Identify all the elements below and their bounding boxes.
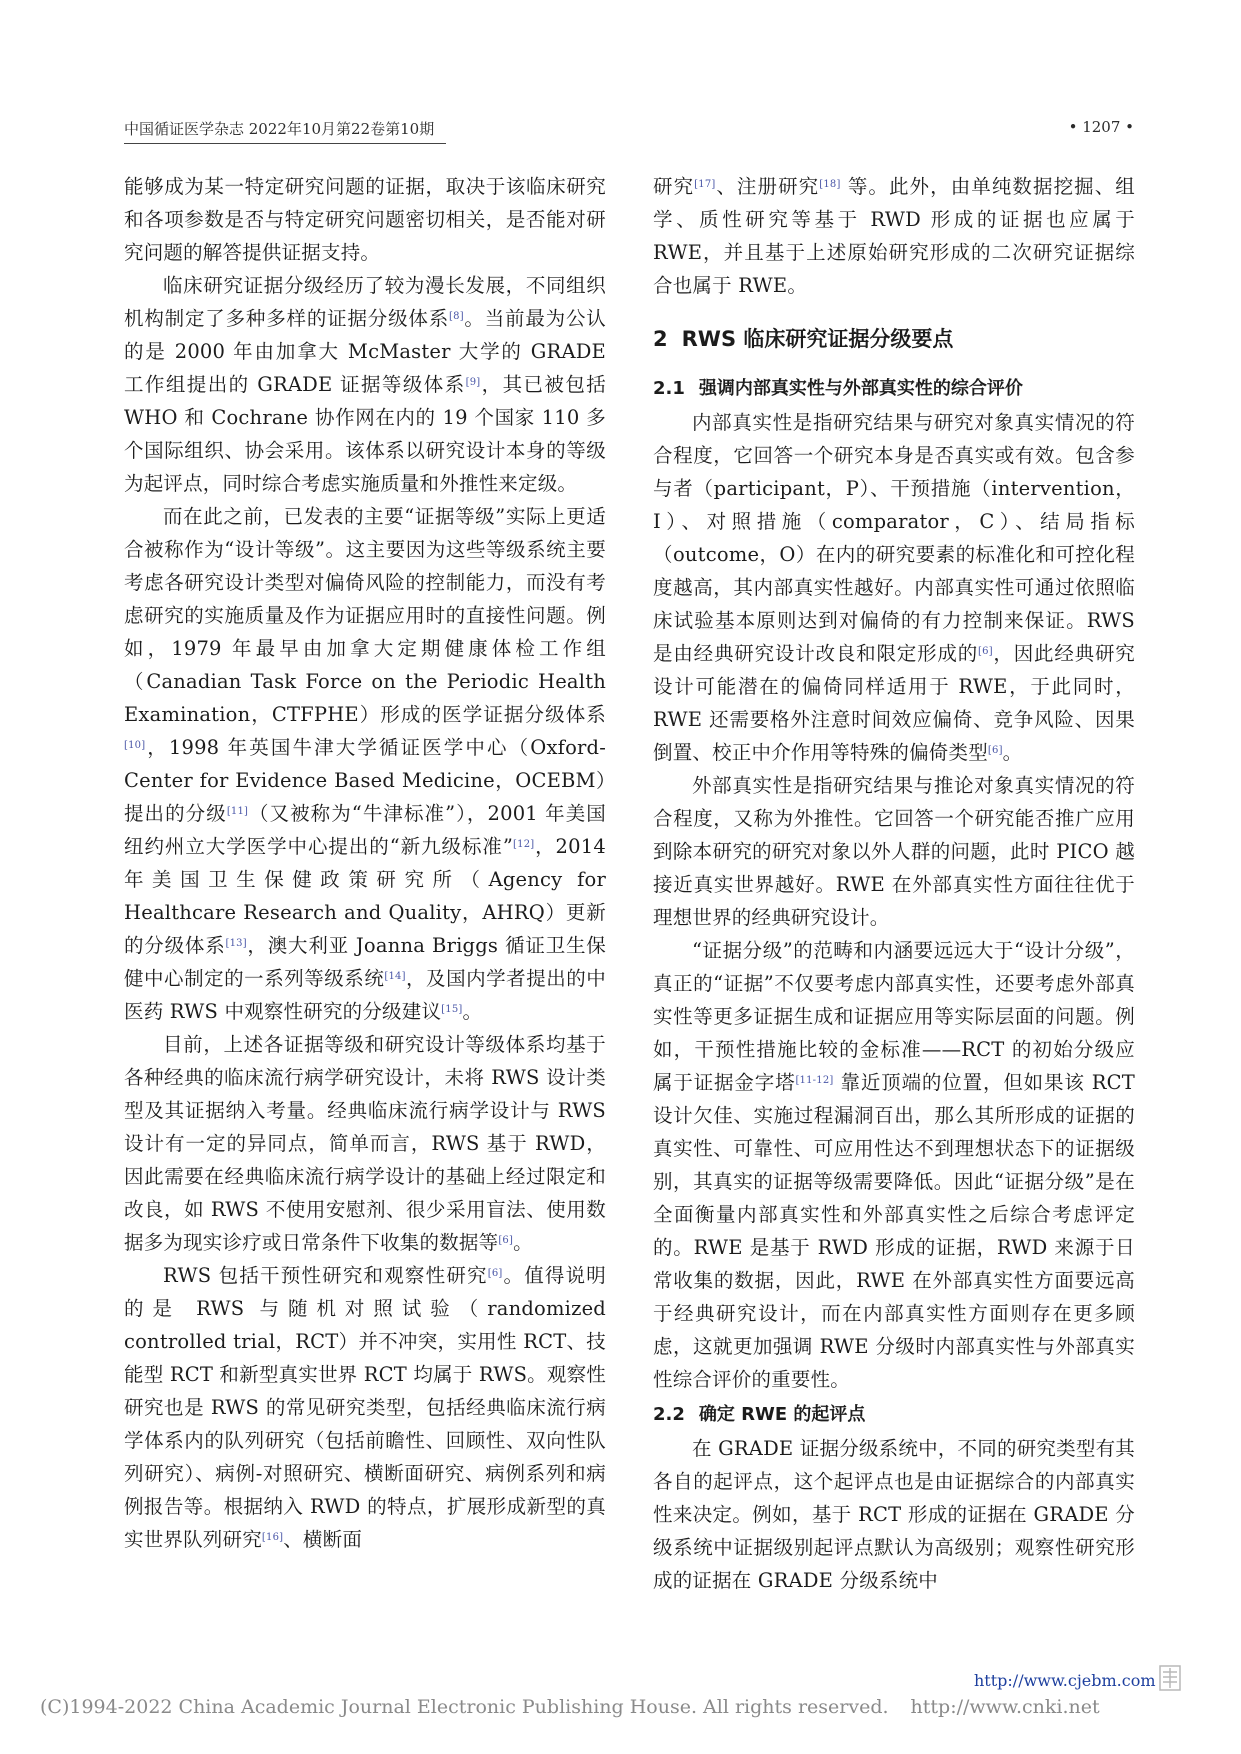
citation[interactable]: [11]: [226, 806, 249, 817]
page-number: • 1207 •: [1068, 118, 1134, 136]
citation[interactable]: [17]: [694, 179, 716, 190]
subsection-heading: 2.2 确定 RWE 的起评点: [653, 1404, 866, 1425]
citation[interactable]: [10]: [124, 740, 146, 751]
citation[interactable]: [15]: [441, 1004, 463, 1015]
citation[interactable]: [6]: [498, 1235, 514, 1246]
citation[interactable]: [6]: [487, 1268, 503, 1279]
paragraph: RWS 包括干预性研究和观察性研究[6]。值得说明的是 RWS 与随机对照试验（randomized controlled trial，RCT）并不冲突，实用性 RCT、技能型 RCT 和新型真实世界 RCT 均属于 RWS。观察性研究也是 RWS 的常见研究类型，包括经典临床流行病学体系内的队列研究（包括前瞻性、回顾性、双向性队列研究）、病例-对照研究、横断面研究、病例系列和病例报告等。根据纳入 RWD 的特点，扩展形成新型的真实世界队列研究[16]、横断面: [124, 1264, 606, 1551]
right-column: [653, 170, 1135, 1597]
paragraph: 在 GRADE 证据分级系统中，不同的研究类型有其各自的起评点，这个起评点也是由证据综合的内部真实性来决定。例如，基于 RCT 形成的证据在 GRADE 分级系统中证据级别起评点默认为高级别；观察性研究形成的证据在 GRADE 分级系统中: [653, 1437, 1135, 1592]
journal-logo-icon: [1158, 1664, 1182, 1692]
citation[interactable]: [6]: [978, 646, 993, 657]
journal-url-link[interactable]: http://www.cjebm.com: [974, 1671, 1156, 1690]
citation[interactable]: [16]: [261, 1532, 284, 1543]
paragraph: 目前，上述各证据等级和研究设计等级体系均基于各种经典的临床流行病学研究设计，未将 RWS 设计类型及其证据纳入考量。经典临床流行病学设计与 RWS 设计有一定的异同点，简单而言，RWS 基于 RWD，因此需要在经典临床流行病学设计的基础上经过限定和改良，如 RWS 不使用安慰剂、很少采用盲法、使用数据多为现实诊疗或日常条件下收集的数据等[6]。: [124, 1033, 606, 1254]
paragraph: 外部真实性是指研究结果与推论对象真实情况的符合程度，又称为外推性。它回答一个研究能否推广应用到除本研究的研究对象以外人群的问题，此时 PICO 越接近真实世界越好。RWE 在外部真实性方面往往优于理想世界的经典研究设计。: [653, 774, 1135, 929]
citation[interactable]: [18]: [819, 179, 841, 190]
citation[interactable]: [9]: [465, 377, 481, 388]
subsection-heading: 2.1 强调内部真实性与外部真实性的综合评价: [653, 378, 1023, 399]
paragraph: 能够成为某一特定研究问题的证据，取决于该临床研究和各项参数是否与特定研究问题密切相关，是否能对研究问题的解答提供证据支持。: [124, 175, 606, 264]
citation[interactable]: [14]: [384, 971, 406, 982]
paragraph: 临床研究证据分级经历了较为漫长发展，不同组织机构制定了多种多样的证据分级体系[8]。当前最为公认的是 2000 年由加拿大 McMaster 大学的 GRADE 工作组提出的 GRADE 证据等级体系[9]，其已被包括 WHO 和 Cochrane 协作网在内的 19 个国家 110 多个国际组织、协会采用。该体系以研究设计本身的等级为起评点，同时综合考虑实施质量和外推性来定级。: [124, 274, 606, 495]
cnki-link[interactable]: http://www.cnki.net: [910, 1696, 1100, 1718]
citation[interactable]: [8]: [449, 311, 464, 322]
paragraph: 内部真实性是指研究结果与研究对象真实情况的符合程度，它回答一个研究本身是否真实或有效。包含参与者（participant，P）、干预措施（intervention，I）、对照措施（comparator，C）、结局指标（outcome，O）在内的研究要素的标准化和可控化程度越高，其内部真实性越好。内部真实性可通过依照临床试验基本原则达到对偏倚的有力控制来保证。RWS 是由经典研究设计改良和限定形成的[6]，因此经典研究设计可能潜在的偏倚同样适用于 RWE，于此同时，RWE 还需要格外注意时间效应偏倚、竞争风险、因果倒置、校正中介作用等特殊的偏倚类型[6]。: [653, 411, 1135, 764]
citation[interactable]: [12]: [513, 839, 535, 850]
citation[interactable]: [6]: [987, 745, 1003, 756]
paragraph: “证据分级”的范畴和内涵要远远大于“设计分级”，真正的“证据”不仅要考虑内部真实性，还要考虑外部真实性等更多证据生成和证据应用等实际层面的问题。例如，干预性措施比较的金标准——RCT 的初始分级应属于证据金字塔[11-12] 靠近顶端的位置，但如果该 RCT 设计欠佳、实施过程漏洞百出，那么其所形成的证据的真实性、可靠性、可应用性达不到理想状态下的证据级别，其真实的证据等级需要降低。因此“证据分级”是在全面衡量内部真实性和外部真实性之后综合考虑评定的。RWE 是基于 RWD 形成的证据，RWD 来源于日常收集的数据，因此，RWE 在外部真实性方面要远高于经典研究设计，而在内部真实性方面则存在更多顾虑，这就更加强调 RWE 分级时内部真实性与外部真实性综合评价的重要性。: [653, 939, 1135, 1391]
copyright-notice: (C)1994-2022 China Academic Journal Electronic Publishing House. All rights reserved. http://www.cnki.net: [40, 1696, 1100, 1718]
left-column: [124, 170, 606, 1556]
citation[interactable]: [13]: [225, 938, 247, 949]
page-header: [124, 118, 1134, 142]
paragraph: 而在此之前，已发表的主要“证据等级”实际上更适合被称作为“设计等级”。这主要因为这些等级系统主要考虑各研究设计类型对偏倚风险的控制能力，而没有考虑研究的实施质量及作为证据应用时的直接性问题。例如，1979 年最早由加拿大定期健康体检工作组（Canadian Task Force on the Periodic Health Examination，CTFPHE）形成的医学证据分级体系[10]，1998 年英国牛津大学循证医学中心（Oxford-Center for Evidence Based Medicine，OCEBM）提出的分级[11]（又被称为“牛津标准”），2001 年美国纽约州立大学医学中心提出的“新九级标准”[12]，2014 年美国卫生保健政策研究所（Agency for Healthcare Research and Quality，AHRQ）更新的分级体系[13]，澳大利亚 Joanna Briggs 循证卫生保健中心制定的一系列等级系统[14]，及国内学者提出的中医药 RWS 中观察性研究的分级建议[15]。: [124, 505, 606, 1023]
section-heading: 2 RWS 临床研究证据分级要点: [653, 327, 954, 351]
journal-title: 中国循证医学杂志 2022年10月第22卷第10期: [124, 118, 446, 144]
citation[interactable]: [11-12]: [795, 1075, 834, 1086]
paragraph: 研究[17]、注册研究[18] 等。此外，由单纯数据挖掘、组学、质性研究等基于 RWD 形成的证据也应属于 RWE，并且基于上述原始研究形成的二次研究证据综合也属于 RWE。: [653, 175, 1135, 297]
